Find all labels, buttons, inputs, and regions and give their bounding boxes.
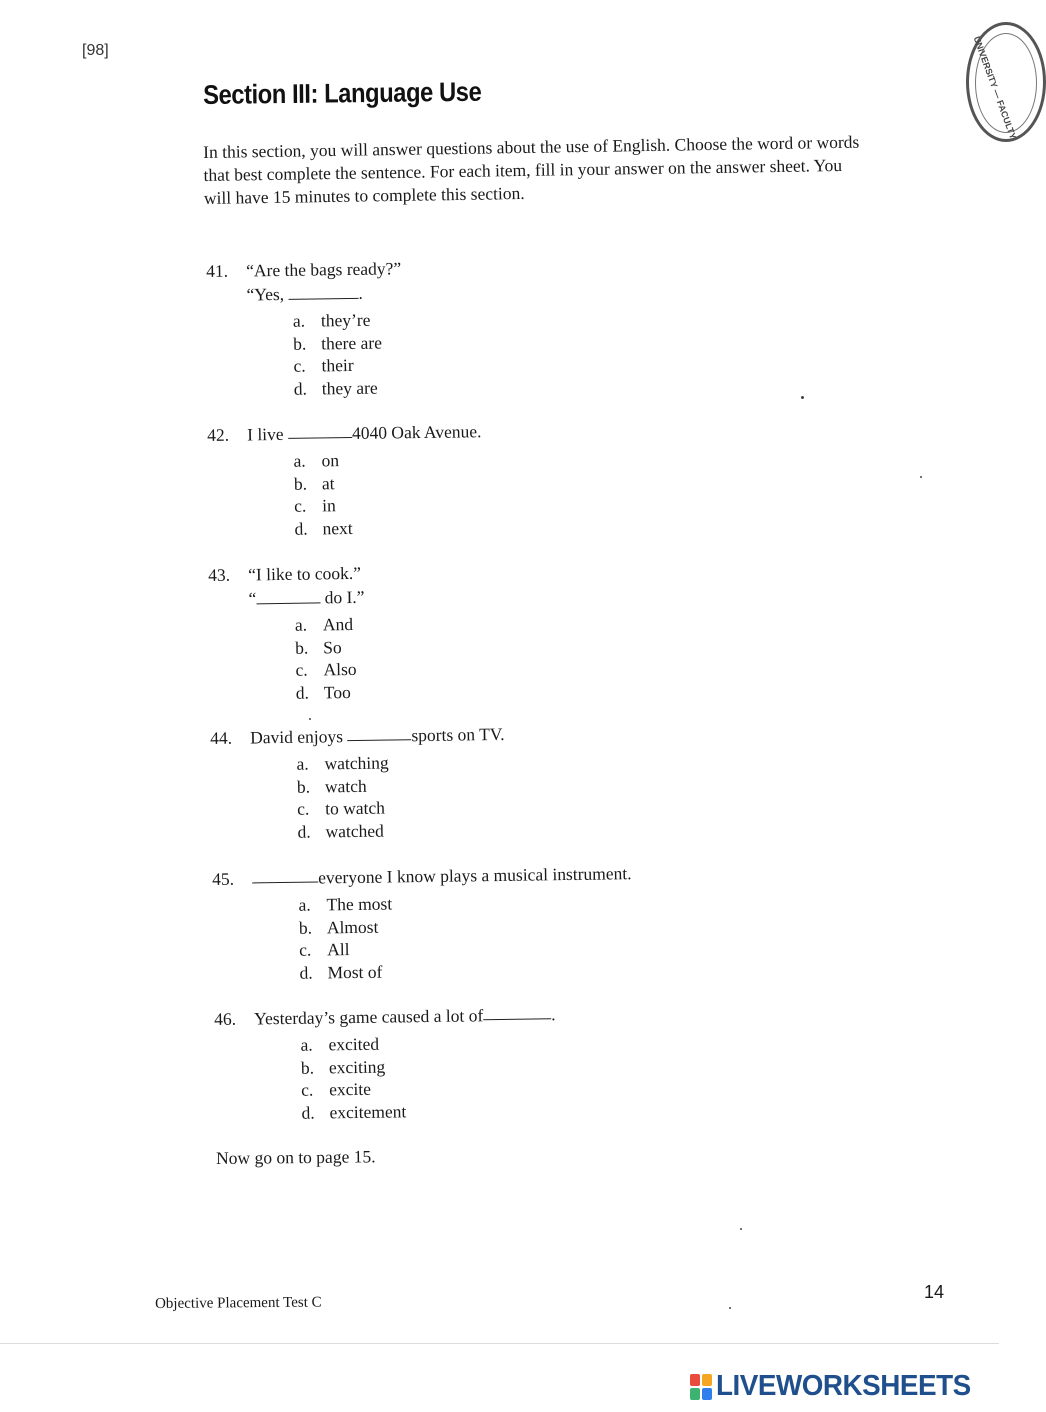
question-text-line2: “Yes,	[246, 283, 289, 305]
answer-options	[214, 1030, 557, 1126]
option-letter: a.	[294, 614, 308, 635]
option-text: Almost	[326, 916, 379, 938]
option-text: Too	[323, 682, 351, 703]
question-text: “I like to cook.”	[248, 562, 362, 585]
question-text-line2-end: do I.”	[320, 586, 365, 608]
stamp-text: UNIVERSITY — FACULTY	[971, 35, 1019, 141]
page-bottom-divider	[0, 1343, 999, 1344]
option-d[interactable]	[294, 376, 403, 400]
option-letter: d.	[299, 962, 313, 983]
option-text: they’re	[320, 309, 371, 331]
logo-cell	[702, 1374, 712, 1386]
option-b[interactable]	[294, 470, 483, 495]
scan-speck	[729, 1307, 731, 1309]
option-d[interactable]	[294, 515, 483, 540]
option-text: All	[327, 939, 350, 960]
option-letter: a.	[300, 1034, 313, 1055]
option-c[interactable]	[297, 795, 506, 821]
footer-page-number: 14	[924, 1282, 945, 1302]
question-45	[212, 861, 633, 986]
section-title: Section III: Language Use	[203, 76, 482, 110]
option-letter: c.	[295, 660, 308, 681]
question-text-end: everyone I know plays a musical instrument.	[318, 863, 632, 888]
question-number: 41.	[206, 260, 229, 281]
answer-blank[interactable]	[483, 1002, 551, 1020]
option-text: excite	[329, 1079, 372, 1100]
question-text: I live	[247, 423, 284, 445]
option-text: exciting	[328, 1056, 386, 1078]
scan-speck	[920, 476, 922, 478]
question-number: 42.	[207, 424, 230, 445]
option-letter: d.	[293, 378, 308, 399]
scan-speck	[740, 1228, 742, 1230]
option-d[interactable]	[299, 957, 633, 984]
answer-blank[interactable]	[288, 282, 358, 300]
question-text: Yesterday’s game caused a lot of	[254, 1005, 484, 1029]
question-number: 46.	[214, 1008, 237, 1029]
answer-blank[interactable]	[347, 723, 411, 741]
answer-options	[210, 750, 506, 845]
section-instructions: In this section, you will answer questions about the use of English. Choose the word or words that best complete the sentence. For each item, fill in your answer on the answer sheet. You will have 15 minutes to complete this section.	[203, 131, 860, 208]
answer-options	[207, 308, 403, 402]
option-text: at	[321, 472, 335, 494]
option-text: there are	[321, 332, 383, 354]
option-letter: d.	[301, 1102, 315, 1123]
option-c[interactable]	[293, 354, 402, 378]
option-letter: a.	[296, 753, 309, 774]
option-text: excitement	[329, 1101, 407, 1123]
question-number: 44.	[210, 727, 233, 748]
logo-cell	[690, 1388, 700, 1400]
answer-blank[interactable]	[252, 866, 318, 884]
option-letter: b.	[296, 776, 311, 797]
option-text: watch	[324, 775, 367, 797]
top-page-number: [98]	[82, 42, 109, 59]
option-a[interactable]	[296, 750, 505, 776]
question-text-line2-end: .	[358, 282, 363, 303]
question-text: “Are the bags ready?”	[246, 258, 402, 281]
logo-cell	[702, 1388, 712, 1400]
option-b[interactable]	[295, 636, 365, 660]
option-text: on	[321, 450, 340, 471]
option-letter: d.	[295, 682, 310, 703]
option-letter: a.	[298, 894, 311, 915]
question-number: 43.	[208, 564, 231, 585]
option-a[interactable]	[293, 447, 482, 472]
option-text: excited	[328, 1033, 380, 1055]
question-42	[207, 419, 483, 542]
footer-test-name: Objective Placement Test C	[155, 1294, 322, 1312]
logo-cell	[690, 1374, 700, 1386]
answer-blank[interactable]	[288, 421, 352, 439]
go-on-instruction: Now go on to page 15.	[216, 1146, 376, 1168]
liveworksheets-watermark	[690, 1370, 981, 1403]
scan-speck	[801, 396, 804, 399]
liveworksheets-logo-icon	[690, 1374, 712, 1400]
option-text: So	[323, 636, 342, 658]
option-letter: c.	[297, 799, 310, 820]
scan-speck	[309, 718, 311, 720]
option-text: And	[322, 613, 354, 635]
option-text: Also	[323, 659, 357, 680]
option-d[interactable]	[301, 1098, 557, 1124]
option-letter: b.	[300, 1057, 315, 1078]
option-text: watching	[324, 752, 389, 774]
option-text: Most of	[327, 961, 383, 983]
option-d[interactable]	[297, 818, 506, 844]
question-number: 45.	[212, 868, 235, 889]
option-c[interactable]	[294, 493, 483, 518]
option-letter: d.	[297, 821, 311, 842]
option-letter: b.	[298, 917, 313, 938]
option-b[interactable]	[293, 331, 402, 355]
option-a[interactable]	[295, 613, 365, 637]
option-b[interactable]	[297, 773, 506, 799]
option-text: their	[321, 355, 354, 376]
option-text: to watch	[325, 797, 386, 819]
option-letter: b.	[293, 333, 307, 354]
answer-blank[interactable]	[256, 586, 320, 604]
option-letter: d.	[294, 518, 308, 539]
question-43	[208, 561, 366, 706]
option-letter: a.	[292, 310, 306, 331]
option-letter: b.	[293, 473, 308, 494]
question-41	[206, 256, 403, 402]
option-letter: c.	[299, 940, 312, 961]
answer-options	[209, 613, 366, 706]
option-text: The most	[326, 893, 393, 915]
option-text: next	[322, 518, 353, 539]
answer-options	[212, 889, 633, 986]
option-letter: a.	[293, 450, 306, 471]
option-d[interactable]	[296, 681, 366, 705]
question-44	[210, 722, 506, 845]
question-text: David enjoys	[250, 726, 344, 748]
watermark-text: LIVEWORKSHEETS	[716, 1370, 971, 1402]
option-text: in	[322, 495, 336, 516]
option-letter: c.	[294, 496, 307, 517]
option-c[interactable]	[295, 658, 365, 682]
question-text-end: 4040 Oak Avenue.	[351, 421, 482, 443]
option-text: they are	[321, 377, 378, 399]
option-letter: b.	[295, 637, 309, 658]
question-46	[214, 1002, 557, 1126]
university-stamp	[966, 22, 1046, 142]
option-letter: c.	[293, 356, 306, 377]
option-text: watched	[325, 820, 384, 842]
question-text-end: sports on TV.	[411, 723, 505, 746]
question-text-end: .	[551, 1004, 556, 1025]
answer-options	[207, 447, 483, 542]
option-letter: c.	[301, 1080, 314, 1101]
option-a[interactable]	[293, 308, 402, 332]
question-text-line2: “	[248, 588, 257, 609]
